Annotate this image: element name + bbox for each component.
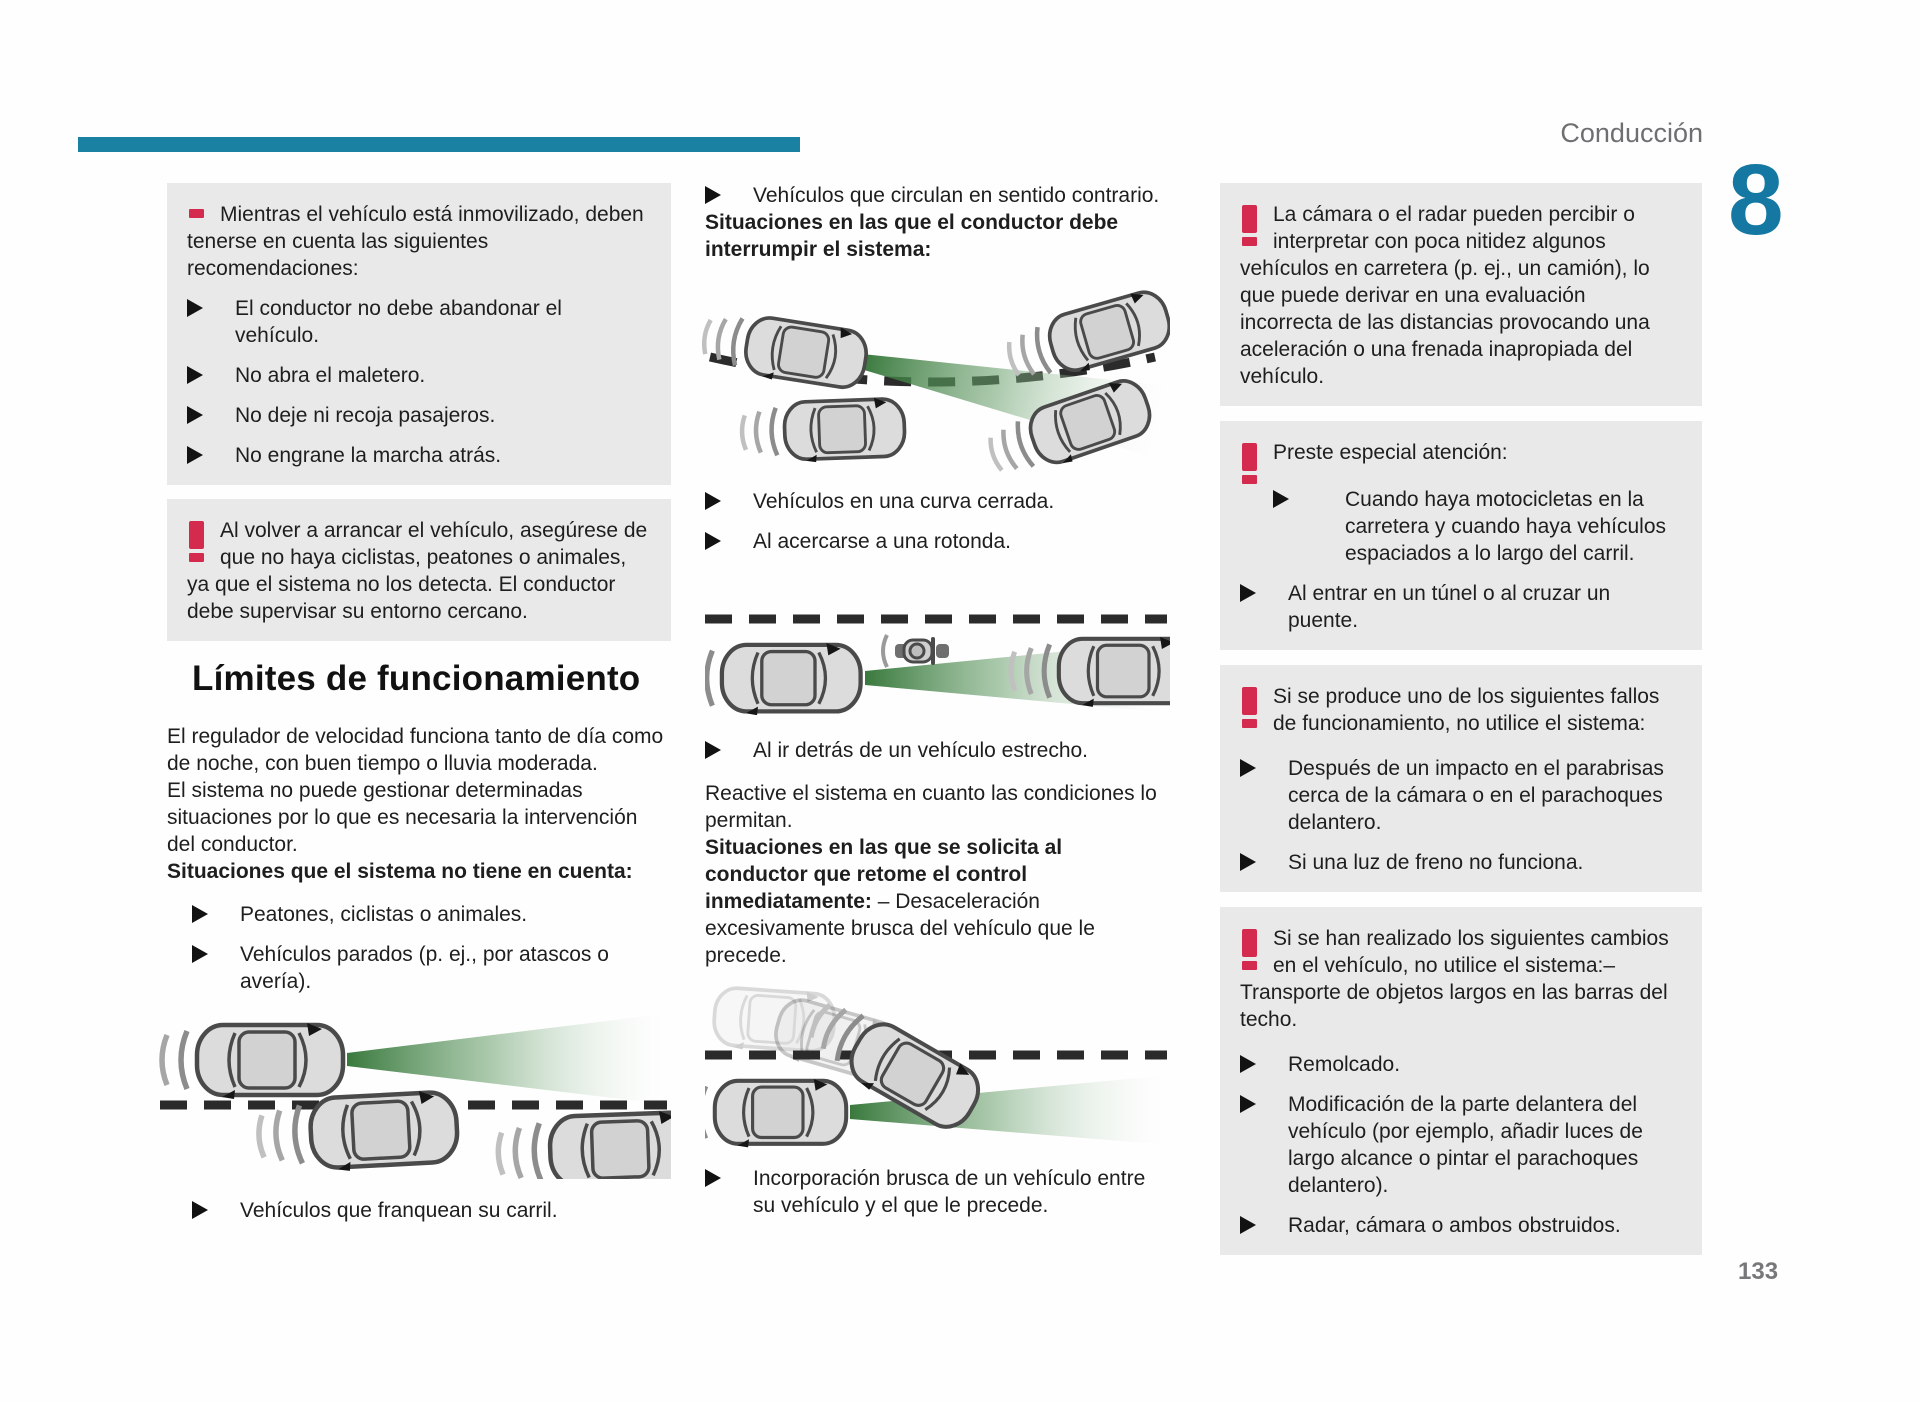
list-item: Modificación de la parte delantera del vehículo (por ejemplo, añadir luces de largo alcance o pintar el parachoques delantero). <box>1240 1091 1682 1199</box>
list-item: Al ir detrás de un vehículo estrecho. <box>705 737 1167 764</box>
page-number: 133 <box>1738 1258 1779 1285</box>
left-column <box>167 183 671 1224</box>
bullet-arrow-icon <box>705 532 737 550</box>
warning-exclamation-icon <box>189 521 204 562</box>
diagram-oncoming-curve <box>690 275 1170 480</box>
list-item: Vehículos que franquean su carril. <box>192 1197 671 1224</box>
warning-box-attention <box>1220 421 1702 650</box>
warning-intro: Preste especial atención: <box>1273 441 1508 464</box>
warning-intro: Si se han realizado los siguientes cambios en el vehículo, no utilice el sistema:– Transporte de objetos largos en las barras del techo. <box>1240 927 1669 1031</box>
heading-interrupt-system: Situaciones en las que el conductor debe interrumpir el sistema: <box>705 211 1119 261</box>
motorcycle-icon <box>883 635 949 667</box>
warning-exclamation-icon <box>1242 205 1257 246</box>
diagram-lane-crossing <box>155 1009 671 1179</box>
middle-column <box>705 150 1167 1219</box>
list-item: Al entrar en un túnel o al cruzar un puente. <box>1240 580 1682 634</box>
warning-exclamation-icon <box>1242 443 1257 484</box>
warning-exclamation-icon <box>189 205 204 218</box>
list-item: Vehículos parados (p. ej., por atascos o avería). <box>192 941 671 995</box>
bullet-arrow-icon <box>187 446 219 464</box>
right-column <box>1220 183 1702 1255</box>
page-title: Límites de funcionamiento <box>192 659 641 698</box>
list-item: Vehículos en una curva cerrada. <box>705 488 1167 515</box>
bullet-arrow-icon <box>187 366 219 384</box>
list-item: Peatones, ciclistas o animales. <box>192 901 671 928</box>
diagram-narrow-vehicle <box>705 603 1170 715</box>
warning-box-immobilized <box>167 183 671 485</box>
bullet-arrow-icon <box>1240 1095 1272 1113</box>
warning-box-modifications <box>1220 907 1702 1255</box>
warning-text: La cámara o el radar pueden percibir o interpretar con poca nitidez algunos vehículos en carretera (p. ej., un camión), lo que puede derivar en una evaluación incorrecta de las distancias provocando una aceleración o una frenada inapropiada del vehículo. <box>1240 203 1650 388</box>
warning-box-restart <box>167 499 671 641</box>
car-icon <box>497 1110 671 1179</box>
header-rule <box>78 137 800 152</box>
warning-intro: Si se produce uno de los siguientes fallos de funcionamiento, no utilice el sistema: <box>1273 685 1660 735</box>
bullet-arrow-icon <box>1273 490 1305 508</box>
bullet-arrow-icon <box>187 406 219 424</box>
paragraph-situations-not-handled: Situaciones que el sistema no tiene en cuenta: <box>167 860 633 883</box>
warning-box-malfunctions <box>1220 665 1702 892</box>
list-item: Incorporación brusca de un vehículo entre su vehículo y el que le precede. <box>705 1165 1167 1219</box>
detection-beam <box>347 1013 671 1105</box>
list-item: Si una luz de freno no funciona. <box>1240 849 1682 876</box>
warning-exclamation-icon <box>1242 929 1257 970</box>
list-item: Radar, cámara o ambos obstruidos. <box>1240 1212 1682 1239</box>
paragraph-limits-1: El regulador de velocidad funciona tanto de día como de noche, con buen tiempo o lluvia moderada. <box>167 725 664 775</box>
car-icon <box>705 1079 846 1147</box>
paragraph-reactivate: Reactive el sistema en cuanto las condiciones lo permitan. <box>705 782 1157 832</box>
list-item: El conductor no debe abandonar el vehículo. <box>187 295 651 349</box>
list-item: No deje ni recoja pasajeros. <box>187 402 651 429</box>
bullet-arrow-icon <box>1240 584 1272 602</box>
bullet-arrow-icon <box>705 741 737 759</box>
paragraph-limits-2: El sistema no puede gestionar determinadas situaciones por lo que es necesaria la intervención del conductor. <box>167 779 638 856</box>
bullet-arrow-icon <box>192 945 224 963</box>
bullet-arrow-icon <box>192 1201 224 1219</box>
section-title: Conducción <box>1560 118 1703 148</box>
unhandled-situations-list <box>192 901 671 995</box>
bullet-arrow-icon <box>1240 759 1272 777</box>
car-icon <box>700 307 870 394</box>
bullet-arrow-icon <box>1240 1055 1272 1073</box>
list-item: Después de un impacto en el parabrisas cerca de la cámara o en el parachoques delantero. <box>1240 755 1682 836</box>
list-item: No abra el maletero. <box>187 362 651 389</box>
car-icon <box>257 1089 459 1175</box>
list-item: Vehículos que circulan en sentido contrario. <box>705 182 1167 209</box>
bullet-arrow-icon <box>705 492 737 510</box>
bullet-arrow-icon <box>187 299 219 317</box>
diagram-cut-in <box>705 975 1170 1153</box>
list-item: Al acercarse a una rotonda. <box>705 528 1167 555</box>
warning-text: Al volver a arrancar el vehículo, asegúrese de que no haya ciclistas, peatones o animales, ya que el sistema no los detecta. El conductor debe supervisar su entorno cercano. <box>187 519 648 623</box>
chapter-number: 8 <box>1728 144 1784 256</box>
car-icon <box>741 397 905 465</box>
list-item: Cuando haya motocicletas en la carretera y cuando haya vehículos espaciados a lo largo del carril. <box>1273 486 1682 567</box>
bullet-arrow-icon <box>705 186 737 204</box>
bullet-arrow-icon <box>1240 1216 1272 1234</box>
list-item: No engrane la marcha atrás. <box>187 442 651 469</box>
car-icon <box>705 643 861 715</box>
warning-exclamation-icon <box>1242 687 1257 728</box>
warning-box-camera-radar <box>1220 183 1702 406</box>
paragraph-resume-control: Situaciones en las que se solicita al conductor que retome el control inmediatamente: – Desaceleración excesivamente brusca del vehículo que le precede. <box>705 836 1095 967</box>
warning-intro: Mientras el vehículo está inmovilizado, deben tenerse en cuenta las siguientes recomendaciones: <box>187 203 644 280</box>
list-item: Remolcado. <box>1240 1051 1682 1078</box>
bullet-arrow-icon <box>1240 853 1272 871</box>
bullet-arrow-icon <box>192 905 224 923</box>
car-icon <box>155 1023 343 1099</box>
bullet-arrow-icon <box>705 1169 737 1187</box>
